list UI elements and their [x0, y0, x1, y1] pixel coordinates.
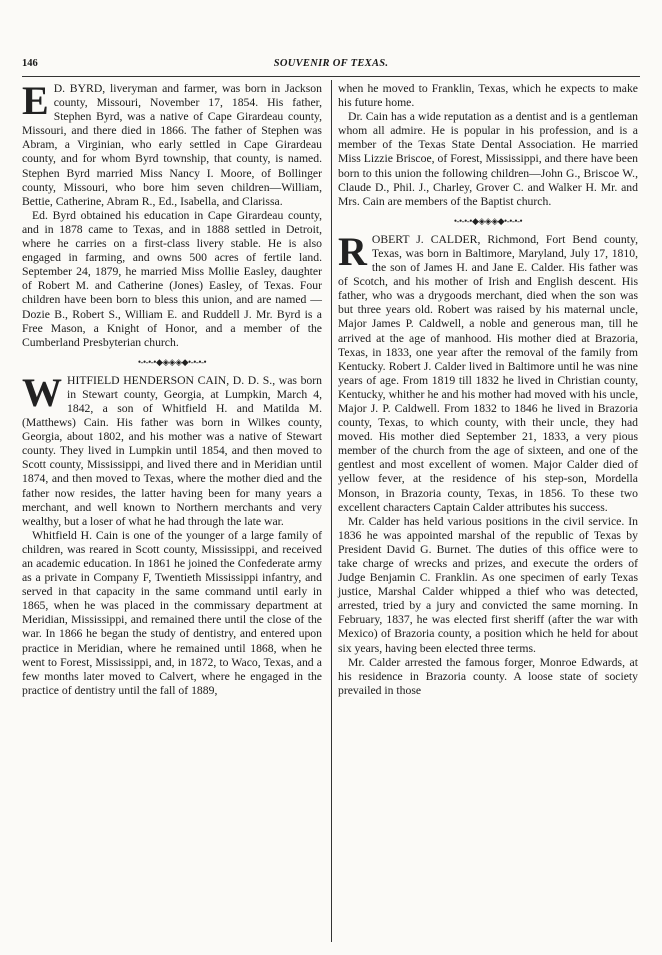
section-ornament: •-•-•-•◆◈◈◈◆•-•-•-• — [453, 215, 523, 226]
cain-paragraph-3: Dr. Cain has a wide reputation as a dentist and is a gentleman whom all admire. He is popular in his profession, and is a member of the Texas State Dental Association. He married Miss Lizzie Briscoe, of Forest, Mississippi, and there have been born to this union the following children—John G., Briscoe W., Claude D., Phil. J., Charley, Grover C. and Walker H. Mr. and Mrs. Cain are members of the Baptist church. — [338, 110, 638, 208]
header-rule — [22, 76, 640, 77]
page-header — [22, 58, 640, 74]
dropcap-w: W — [22, 369, 62, 415]
cain-lead-paragraph — [22, 369, 322, 529]
dropcap-e: E — [22, 78, 49, 123]
section-ornament: •-•-•-•◆◈◈◈◆•-•-•-• — [137, 356, 207, 367]
byrd-lead-paragraph — [22, 78, 322, 209]
right-column — [338, 82, 638, 698]
calder-paragraph-3: Mr. Calder arrested the famous forger, Monroe Edwards, at his residence in Brazoria county. A loose state of society prevailed in those — [338, 655, 638, 697]
column-divider — [331, 80, 332, 942]
cain-lead-text: HITFIELD HENDERSON CAIN, D. D. S., was born in Stewart county, Georgia, at Lumpkin, March 4, 1842, a son of Whitfield H. and Matilda M. (Matthews) Cain. His father was born in Wilkes county, Georgia, about 1802, and his mother was a native of Stewart county. They lived in Lumpkin until 1854, and then moved to Scott county, Mississippi, and lived there and in Meridian until 1874, and then moved to Texas, where the mother died and the father now resides, the latter having been for many years a merchant, and well known to Northern merchants and very wealthy, but a loser of what he had through the late war. — [22, 373, 322, 528]
calder-lead-text: OBERT J. CALDER, Richmond, Fort Bend county, Texas, was born in Baltimore, Maryland, July 17, 1810, the son of James H. and Jane E. Calder. His father was of Scotch, and his mother of Irish and English descent. His father, who was a drygoods merchant, died when the son was but three years old. Robert was raised by his maternal uncle, Major James P. Caldwell, a noble and generous man, till he arrived at the age of manhood. His mother died at Brazoria, Texas, in 1833, one year after the removal of the family from Kentucky. Robert J. Calder lived in Baltimore until he was nine years of age. From 1819 till 1832 he lived in Christian county, Kentucky, whither he and his mother had moved with his uncle, Major J. P. Caldwell. From 1832 to 1846 he lived in Brazoria county, Texas, to which county, with their uncle, they had moved. His mother died September 21, 1833, a very pious member of the church from the age of sixteen, and one of the gentlest and most excellent of women. Major Calder died of yellow fever, at the residence of his step-son, Mordella Monson, in Brazoria county, Texas, in 1856. To these two excellent characters Captain Calder attributes his success. — [338, 232, 638, 514]
cain-paragraph-2: Whitfield H. Cain is one of the younger of a large family of children, was reared in Scott county, Mississippi, and received an academic education. In 1861 he joined the Confederate army as a private in Company F, Twentieth Mississippi infantry, and served in that capacity in the same command until early in 1865, when he was placed in the commissary department at Meridian, Mississippi, and remained there until the close of the war. In 1866 he began the study of dentistry, and entered upon practice in Meridian, where he remained until 1868, when he went to Forest, Mississippi, and, in 1872, to Waco, Texas, and a few months later moved to Calvert, where he engaged in the practice of dentistry until the fall of 1889, — [22, 528, 322, 697]
left-column — [22, 78, 322, 698]
cain-continuation: when he moved to Franklin, Texas, which he expects to make his future home. — [338, 82, 638, 110]
calder-lead-paragraph — [338, 228, 638, 515]
byrd-lead-text: D. BYRD, liveryman and farmer, was born in Jackson county, Missouri, November 17, 1854. His father, Stephen Byrd, was a native of Cape Girardeau county, Missouri, and there died in 1866. The father of Stephen was Abram, a Virginian, who early settled in Cape Girardeau county, and for whom Byrd township, that county, is named. Stephen Byrd married Miss Nancy I. Moore, of Bollinger county, Missouri, who bore him seven children—William, Bettie, Catherine, Abram R., Ed., Isabella, and Clarissa. — [22, 82, 322, 208]
running-title: SOUVENIR OF TEXAS. — [273, 58, 389, 69]
calder-paragraph-2: Mr. Calder has held various positions in the civil service. In 1836 he was appointed marshal of the republic of Texas by President David G. Burnet. The duties of this office were to take charge of wrecks and prizes, and execute the orders of Judge Benjamin C. Franklin. As one specimen of early Texas justice, Marshal Calder whipped a thief who was detected, arrested, tried by a jury and convicted the same morning. In February, 1837, he was elected first sheriff (after the war with Mexico) of Brazoria county, a position which he held for about six years, having been elected three terms. — [338, 514, 638, 655]
byrd-paragraph-2: Ed. Byrd obtained his education in Cape Girardeau county, and in 1878 came to Texas, and in 1888 settled in Detroit, where he carries on a first-class livery stable. He is also engaged in farming, and owns 500 acres of fertile land. September 24, 1879, he married Miss Mollie Easley, daughter of Robert M. and Catherine (Jones) Easley, of Texas. Four children have been born to bless this union, and are named —Dozie B., Robert S., William E. and Ruddell J. Mr. Byrd is a Free Mason, a Knight of Honor, and a member of the Cumberland Presbyterian church. — [22, 208, 322, 349]
dropcap-r: R — [338, 228, 367, 274]
page-number: 146 — [22, 58, 38, 69]
